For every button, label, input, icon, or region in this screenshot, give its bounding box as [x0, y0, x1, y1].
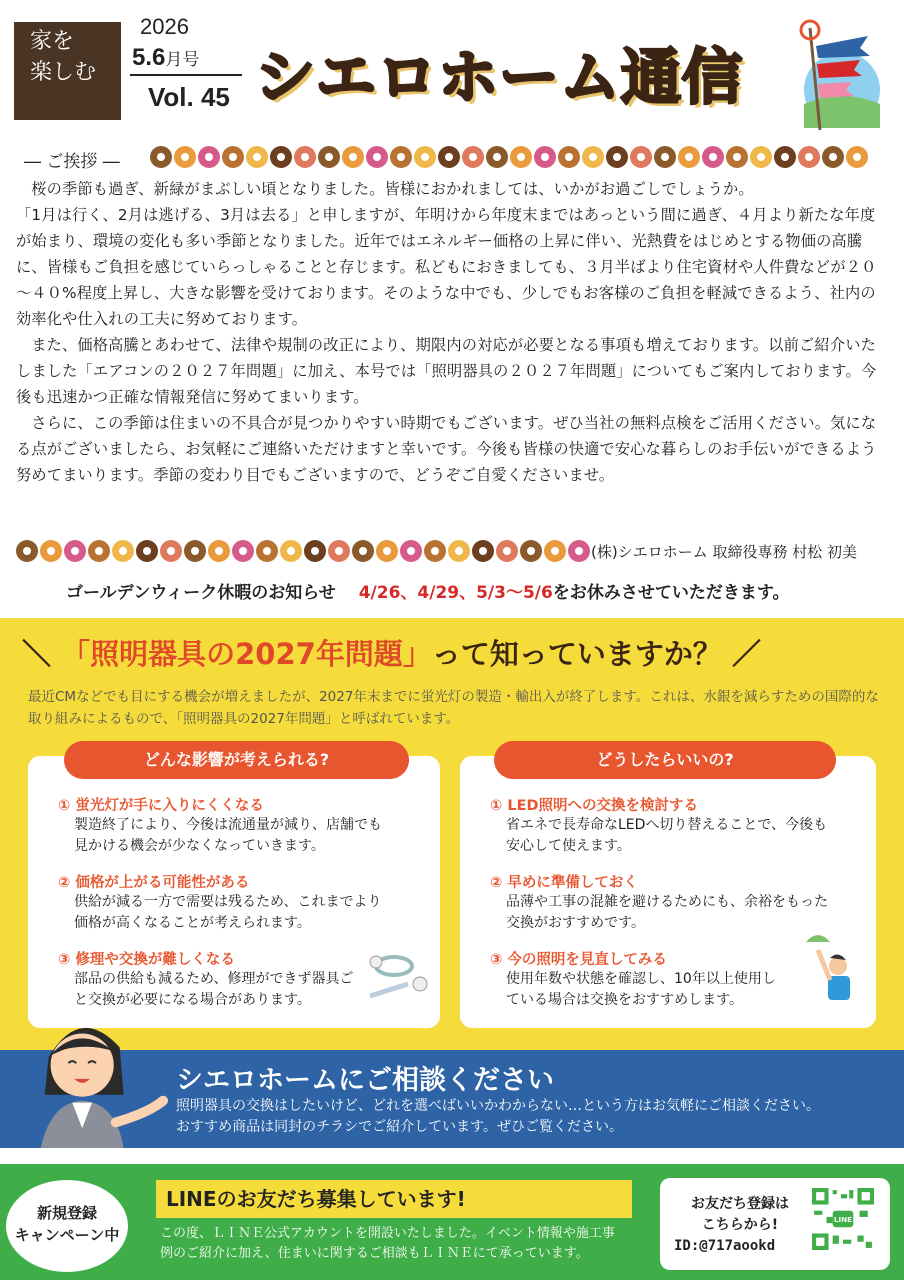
divider [130, 74, 242, 76]
solution-item-body: 品薄や工事の混雑を避けるためにも、余裕をもった交換がおすすめです。 [506, 894, 828, 931]
greeting-body [16, 176, 890, 488]
person-changing-light-icon [800, 928, 860, 1008]
donut-icon [520, 540, 542, 562]
feature-intro: 最近CMなどでも目にする機会が増えましたが、2027年末までに蛍光灯の製造・輸出入が終了します。これは、水銀を減らすための国際的な取り組みによるもので、「照明器具の2027年問題」と呼ばれています。 [28, 689, 879, 727]
line-heading: LINEのお友だち募集しています! [156, 1180, 632, 1218]
holiday-notice [66, 578, 789, 603]
donut-icon [496, 540, 518, 562]
slash-left-icon: ＼ [22, 637, 62, 671]
greeting-paragraph: さらに、この季節は住まいの不具合が見つかりやすい時期でもございます。ぜひ当社の無料点検をご活用ください。気になる点がございましたら、お気軽にご連絡いただけますと幸いです。今後も皆様の快適で安心な暮らしのお手伝いができるよう努めてまいります。季節の変わり目でもございますので、どうぞご自愛くださいませ。 [16, 414, 877, 484]
feature-title-suffix: って知っていますか？ [431, 637, 722, 671]
impact-list [58, 794, 388, 1011]
donut-icon [376, 540, 398, 562]
consult-line: 照明器具の交換はしたいけど、どれを選べばいいかわからない…という方はお気軽にご相談ください。 [176, 1098, 820, 1114]
qr-caption [676, 1194, 804, 1236]
donut-icon [726, 146, 748, 168]
donut-border-top [150, 146, 868, 168]
donut-icon [40, 540, 62, 562]
line-id: ID:@717aookd [674, 1238, 776, 1254]
feature-title [22, 632, 892, 673]
line-text-line: この度、ＬＩＮＥ公式アカウントを開設いたしました。イベント情報や施工事 [160, 1226, 615, 1241]
donut-icon [366, 146, 388, 168]
solution-item-body: 使用年数や状態を確認し、10年以上使用している場合は交換をおすすめします。 [506, 971, 776, 1008]
impact-item-body: 製造終了により、今後は流通量が減り、店舗でも見かける機会が少なくなっていきます。 [74, 817, 382, 854]
koinobori-icon [790, 18, 880, 133]
qr-caption-line: こちらから! [701, 1217, 779, 1233]
holiday-dates: 4/26、4/29、5/3～5/6 [358, 583, 553, 603]
solution-item-heading: ① LED照明への交換を検討する [490, 798, 699, 814]
donut-icon [544, 540, 566, 562]
fluorescent-bulb-icon [362, 944, 432, 1004]
impact-item-heading: ① 蛍光灯が手に入りにくくなる [58, 798, 264, 814]
impact-item-heading: ② 価格が上がる可能性がある [58, 875, 250, 891]
holiday-label: ゴールデンウィーク休暇のお知らせ [66, 583, 336, 603]
donut-icon [472, 540, 494, 562]
impact-item-body: 供給が減る一方で需要は残るため、これまでより価格が高くなることが考えられます。 [74, 894, 382, 931]
donut-icon [654, 146, 676, 168]
donut-icon [112, 540, 134, 562]
donut-icon [424, 540, 446, 562]
line-text-line: 例のご紹介に加え、住まいに関するご相談もＬＩＮＥにて承っています。 [160, 1246, 589, 1261]
greeting-label: ― ご挨拶 ― [24, 152, 120, 172]
donut-icon [414, 146, 436, 168]
solution-item-body: 省エネで長寿命なLEDへ切り替えることで、今後も安心して使えます。 [506, 817, 828, 854]
donut-icon [558, 146, 580, 168]
solution-pill: どうしたらいいの? [494, 741, 836, 779]
donut-icon [342, 146, 364, 168]
donut-icon [304, 540, 326, 562]
donut-icon [294, 146, 316, 168]
donut-icon [328, 540, 350, 562]
donut-icon [198, 146, 220, 168]
badge-line: キャンペーン中 [14, 1226, 120, 1244]
feature-title-main: 「照明器具の2027年問題」 [61, 637, 432, 671]
donut-icon [256, 540, 278, 562]
donut-icon [150, 146, 172, 168]
donut-icon [270, 146, 292, 168]
donut-icon [160, 540, 182, 562]
donut-border-bottom [16, 540, 590, 562]
newsletter-title: シエロホーム通信 [255, 43, 743, 113]
donut-icon [846, 146, 868, 168]
consult-line: おすすめ商品は同封のチラシでご紹介しています。ぜひご覧ください。 [176, 1119, 624, 1135]
donut-icon [280, 540, 302, 562]
impact-item-heading: ③ 修理や交換が難しくなる [58, 952, 235, 968]
donut-icon [448, 540, 470, 562]
issue-year: 2026 [140, 14, 189, 39]
consult-text [176, 1096, 820, 1138]
holiday-suffix: をお休みさせていただきます。 [552, 583, 790, 603]
greeting-paragraph: 桜の季節も過ぎ、新緑がまぶしい頃となりました。皆様におかれましては、いかがお過ごしでしょうか。 [31, 180, 754, 198]
donut-icon [582, 146, 604, 168]
greeting-paragraph: また、価格高騰とあわせて、法律や規制の改正により、期限内の対応が必要となる事項も増えております。以前ご紹介いたしました「エアコンの２０２７年問題」に加え、本号では「照明器具の２０２７年問題」についてもご案内しております。今後も迅速かつ正確な情報発信に努めてまいります。 [16, 336, 877, 406]
donut-icon [174, 146, 196, 168]
donut-icon [16, 540, 38, 562]
volume: Vol. 45 [148, 82, 230, 112]
donut-icon [750, 146, 772, 168]
donut-icon [606, 146, 628, 168]
donut-icon [568, 540, 590, 562]
impact-pill: どんな影響が考えられる? [64, 741, 409, 779]
donut-icon [352, 540, 374, 562]
campaign-badge [2, 1176, 132, 1276]
donut-icon [822, 146, 844, 168]
line-qr-code[interactable] [812, 1188, 874, 1250]
signature: (株)シエロホーム 取締役専務 村松 初美 [591, 543, 858, 561]
solution-list [490, 794, 830, 1011]
donut-icon [462, 146, 484, 168]
donut-icon [702, 146, 724, 168]
donut-icon [678, 146, 700, 168]
issue-suffix: 月号 [165, 50, 200, 69]
slash-right-icon: ／ [721, 637, 761, 671]
donut-icon [64, 540, 86, 562]
donut-icon [88, 540, 110, 562]
donut-icon [400, 540, 422, 562]
donut-icon [184, 540, 206, 562]
donut-icon [486, 146, 508, 168]
solution-item-heading: ③ 今の照明を見直してみる [490, 952, 667, 968]
donut-icon [318, 146, 340, 168]
donut-icon [232, 540, 254, 562]
line-text [160, 1224, 615, 1264]
header-tag: 家を 楽しむ [14, 22, 121, 120]
staff-woman-icon [20, 1000, 170, 1148]
qr-logo: LINE [833, 1215, 853, 1225]
donut-icon [222, 146, 244, 168]
donut-icon [438, 146, 460, 168]
donut-icon [246, 146, 268, 168]
impact-item-body: 部品の供給も減るため、修理ができず器具ごと交換が必要になる場合があります。 [74, 971, 354, 1008]
issue-month: 5.6 [132, 44, 166, 71]
donut-icon [510, 146, 532, 168]
donut-icon [390, 146, 412, 168]
issue-number [132, 44, 199, 72]
solution-item-heading: ② 早めに準備しておく [490, 875, 638, 891]
greeting-paragraph: 「1月は行く、2月は逃げる、3月は去る」と申しますが、年明けから年度末まではあっという間に過ぎ、４月より新たな年度が始まり、環境の変化も多い季節となりました。近年ではエネルギー価格の上昇に伴い、光熱費をはじめとする物価の高騰に、皆様もご負担を感じていらっしゃることと存じます。私どもにおきましても、３月半ばより住宅資材や人件費などが２０～４０%程度上昇し、大きな影響を受けております。そのような中でも、少しでもお客様のご負担を軽減できるよう、社内の効率化や仕入れの工夫に努めております。 [16, 206, 877, 328]
donut-icon [208, 540, 230, 562]
donut-icon [774, 146, 796, 168]
donut-icon [534, 146, 556, 168]
badge-line: 新規登録 [36, 1204, 97, 1222]
donut-icon [630, 146, 652, 168]
donut-icon [136, 540, 158, 562]
donut-icon [798, 146, 820, 168]
qr-caption-line: お友だち登録は [691, 1196, 789, 1212]
consult-title: シエロホームにご相談ください [176, 1065, 554, 1096]
